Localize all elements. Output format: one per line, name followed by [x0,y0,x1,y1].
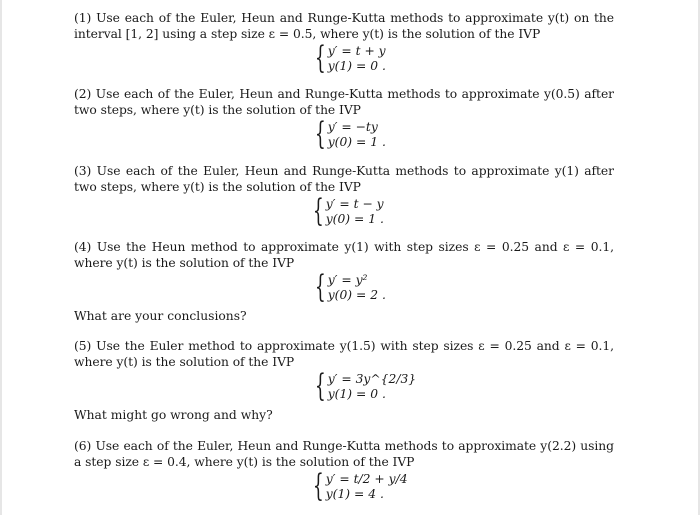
problem-1 [74,10,614,86]
problem-3-text: (3) Use each of the Euler, Heun and Runge-Kutta methods to approximate y(1) after two steps, where y(t) is the solution of the IVP [74,164,614,194]
problem-2-initial-condition: y(0) = 1 . [327,134,386,149]
left-brace-icon: { [314,40,326,76]
problem-1-text: (1) Use each of the Euler, Heun and Runge-Kutta methods to approximate y(t) on the interval [1, 2] using a step size ε = 0.5, where y(t) is the solution of the IVP [74,11,614,41]
problem-6-initial-condition: y(1) = 4 . [325,486,384,501]
problem-4-equation: y′ = y² [327,272,368,287]
left-brace-icon: { [312,193,324,229]
problem-5-question: What might go wrong and why? [74,408,273,422]
problem-5 [74,338,614,438]
left-brace-icon: { [314,368,326,404]
problem-4 [74,239,614,338]
problem-1-initial-condition: y(1) = 0 . [327,58,386,73]
problem-6 [74,438,614,502]
left-brace-icon: { [314,269,326,305]
problem-2 [74,86,614,163]
problem-5-ivp [306,368,614,404]
problem-4-ivp [306,269,614,305]
problem-1-equation: y′ = t + y [327,43,386,58]
problem-4-text: (4) Use the Heun method to approximate y(1) with step sizes ε = 0.25 and ε = 0.1, where y(t) is the solution of the IVP [74,240,614,270]
left-brace-icon: { [312,468,324,504]
problem-2-text: (2) Use each of the Euler, Heun and Runge-Kutta methods to approximate y(0.5) after two steps, where y(t) is the solution of the IVP [74,87,614,117]
problem-6-equation: y′ = t/2 + y/4 [325,471,408,486]
problem-5-text: (5) Use the Euler method to approximate y(1.5) with step sizes ε = 0.25 and ε = 0.1, where y(t) is the solution of the IVP [74,339,614,369]
problem-3-equation: y′ = t − y [325,196,384,211]
problem-3-initial-condition: y(0) = 1 . [325,211,384,226]
problem-3-ivp [304,193,614,229]
problem-6-text: (6) Use each of the Euler, Heun and Runge-Kutta methods to approximate y(2.2) using a step size ε = 0.4, where y(t) is the solution of the IVP [74,439,614,469]
problem-6-ivp [304,468,614,504]
problem-4-initial-condition: y(0) = 2 . [327,287,386,302]
problem-sheet [74,10,614,502]
problem-5-initial-condition: y(1) = 0 . [327,386,386,401]
left-brace-icon: { [314,116,326,152]
problem-2-ivp [306,116,614,152]
problem-3 [74,163,614,239]
problem-5-equation: y′ = 3y^{2/3} [327,371,417,386]
page-edge-left [0,0,2,515]
problem-1-ivp [306,40,614,76]
problem-2-equation: y′ = −ty [327,119,378,134]
problem-4-question: What are your conclusions? [74,309,247,323]
